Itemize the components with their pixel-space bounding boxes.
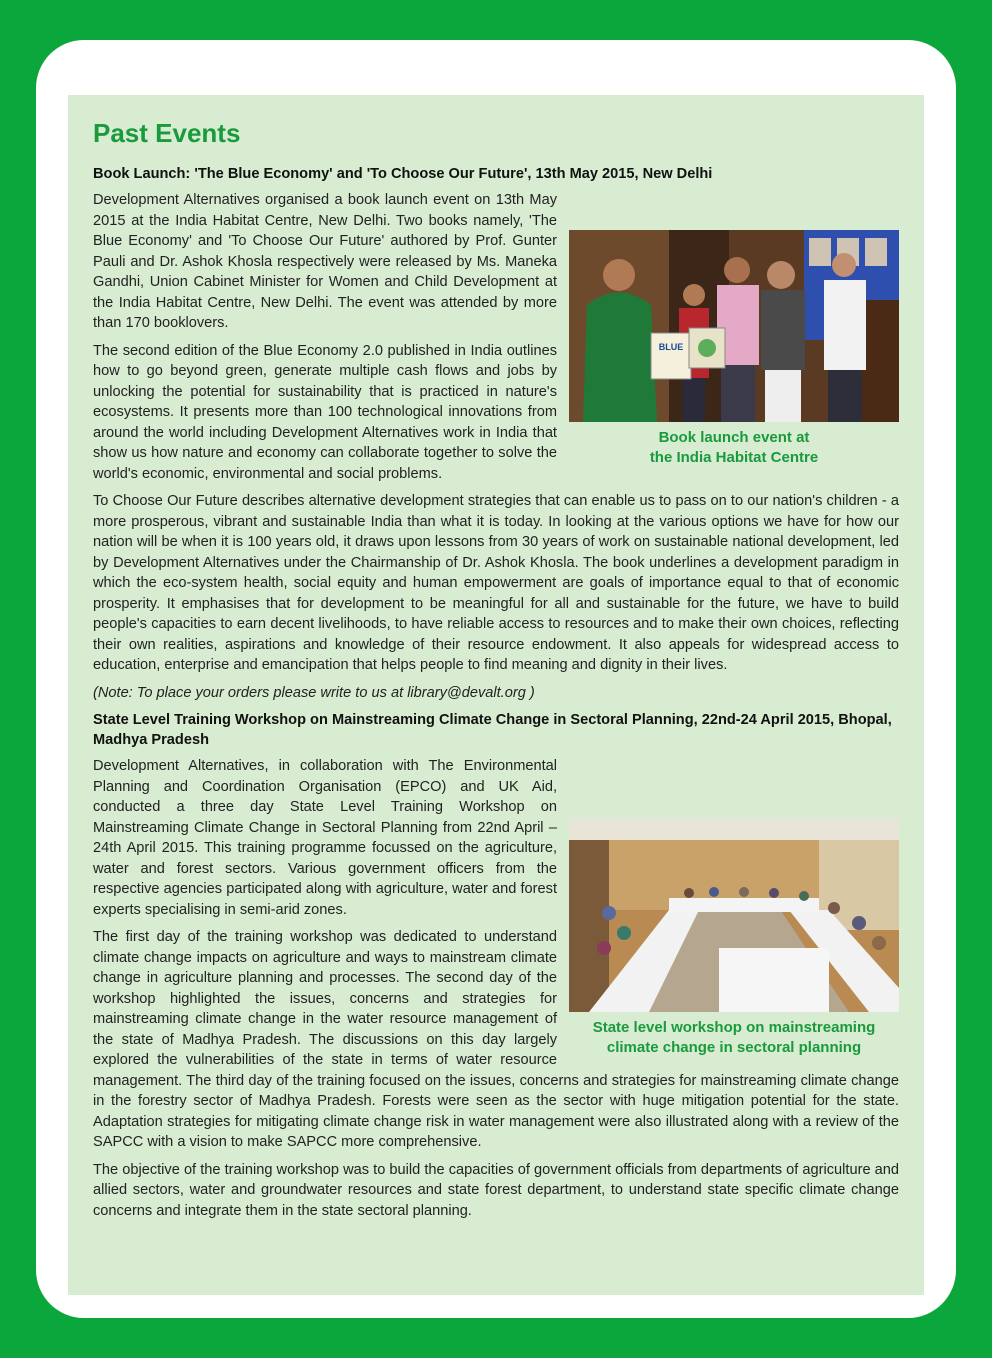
- event2-paragraph-3: The objective of the training workshop was to build the capacities of government officials from departments of agriculture and allied sectors, water and groundwater resources and state forest department, to understand state specific climate change concerns and integrate them in the state sectoral planning.: [93, 1161, 899, 1219]
- event1-title: Book Launch: 'The Blue Economy' and 'To Choose Our Future', 13th May 2015, New Delhi: [93, 166, 713, 182]
- book-cover-label: BLUE: [658, 342, 684, 352]
- order-note: (Note: To place your orders please write to us at library@devalt.org ): [93, 684, 535, 701]
- event2-title: State Level Training Workshop on Mainstreaming Climate Change in Sectoral Planning, 22nd-24 April 2015, Bhopal, Madhya Pradesh: [93, 712, 892, 748]
- event2-paragraph-1: Development Alternatives, in collaboration with The Environmental Planning and Coordination Organisation (EPCO) and UK Aid, conducted a three day State Level Training Workshop on Mainstreaming Climate Change in Sectoral Planning from 22nd April – 24th April 2015. This training programme focussed on the agriculture, water and forest sectors. Various government officers from the respective agencies participated along with agriculture, water and forest experts specialising in semi-arid zones.: [93, 758, 557, 918]
- book-launch-caption-line1: Book launch event at: [658, 429, 810, 446]
- workshop-caption: [569, 1018, 899, 1058]
- workshop-photo: [569, 818, 899, 1012]
- book-launch-caption: [569, 428, 899, 468]
- book-launch-photo: [569, 230, 899, 422]
- book-launch-figure: [569, 230, 899, 468]
- event1-paragraph-2: The second edition of the Blue Economy 2.0 published in India outlines how to go beyond green, generate multiple cash flows and jobs by unlocking the potential for sustainability that is practiced in nature's ecosystems. It presents more than 100 technological innovations from around the world including Development Alternatives work in India that show us how nature and economy can collaborate together to solve the world's economic, environmental and social problems.: [93, 342, 557, 482]
- event1-paragraph-1: Development Alternatives organised a book launch event on 13th May 2015 at the India Habitat Centre, New Delhi. Two books namely, 'The Blue Economy' and 'To Choose Our Future' authored by Prof. Gunter Pauli and Dr. Ashok Khosla respectively were released by Ms. Maneka Gandhi, Union Cabinet Minister for Women and Child Development at the India Habitat Centre, New Delhi. The event was attended by more than 170 booklovers.: [93, 192, 557, 331]
- article-content: [93, 118, 899, 1228]
- page-title: Past Events: [93, 118, 241, 148]
- event2-paragraph-2: The first day of the training workshop was dedicated to understand climate change impacts on agriculture and ways to mainstream climate change in agriculture planning and processes. The second day of the workshop highlighted the issues, concerns and strategies for mainstreaming climate change in the water resource management of the state of Madhya Pradesh. The discussions on this day largely explored the vulnerabilities of the state in terms of water resource management. The third day of the training focused on the issues, concerns and strategies for mainstreaming climate change in the forestry sector of Madhya Pradesh. Forests were seen as the sector with huge mitigation potential for the state. Adaptation strategies for mitigating climate change risk in water management were also illustrated along with a review of the SAPCC with a vision to make SAPCC more comprehensive.: [93, 929, 899, 1150]
- workshop-caption-line2: climate change in sectoral planning: [606, 1039, 862, 1056]
- workshop-caption-line1: State level workshop on mainstreaming: [592, 1019, 876, 1036]
- event1-paragraph-3: To Choose Our Future describes alternative development strategies that can enable us to pass on to our nation's children - a more prosperous, vibrant and sustainable India than what it is today. In looking at the various options we have for how our nation will be when it is 100 years old, it draws upon lessons from 30 years of work on sustainable national development, led by Development Alternatives under the Chairmanship of Dr. Ashok Khosla. The book underlines a development paradigm in which the eco-system health, social equity and human empowerment are goals of importance equal to that of economic prosperity. It emphasises that for development to be meaningful for all and sustainable for the future, we have to build people's capacities to earn decent livelihoods, to have reliable access to resources and to make their own choices, reflecting their own realities, aspirations and knowledge of their resource endowment. It also appeals for widespread access to education, enterprise and emancipation that helps people to find meaning and dignity in their lives.: [93, 493, 899, 673]
- workshop-figure: [569, 818, 899, 1058]
- book-launch-caption-line2: the India Habitat Centre: [649, 449, 819, 466]
